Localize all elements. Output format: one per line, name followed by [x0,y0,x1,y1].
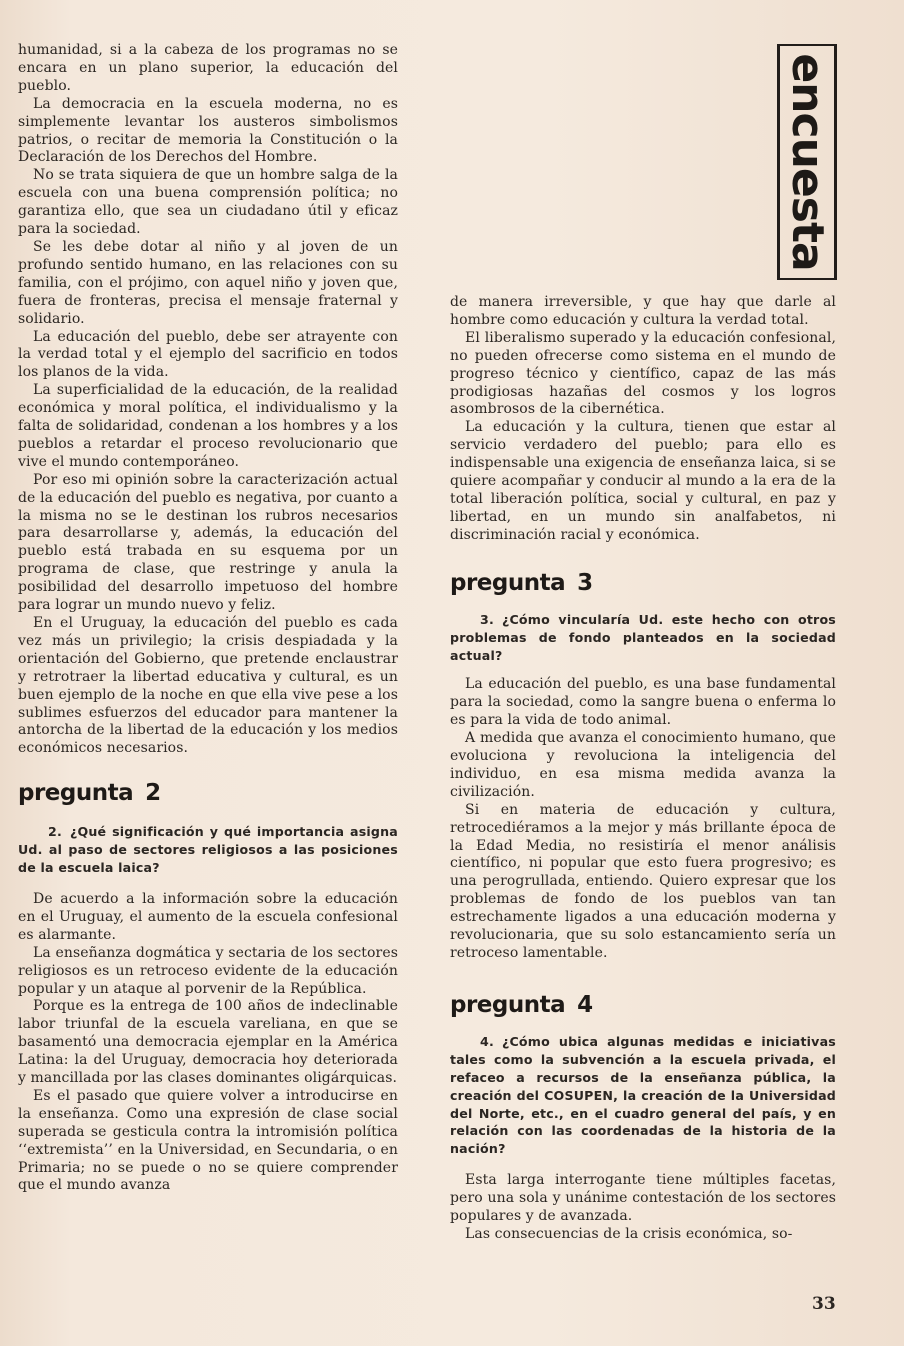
question-4-heading [450,991,836,1019]
heading-number: 3 [577,569,593,596]
paragraph: A medida que avanza el conocimiento humano, que evoluciona y revoluciona la inteligencia del individuo, en esa misma medida avanza la civilización. [450,730,836,800]
question-body: ¿Qué significación y qué importancia asigna Ud. al paso de sectores religiosos a las posiciones de la escuela laica? [18,824,398,876]
paragraph: La democracia en la escuela moderna, no es simplemente levantar los austeros simbolismos patrios, o recitar de memoria la Constitución o la Declaración de los Derechos del Hombre. [18,95,398,166]
left-column [18,42,398,1195]
paragraph: Se les debe dotar al niño y al joven de un profundo sentido humano, en las relaciones con su familia, con el prójimo, con aquel niño y joven que, fuera de fronteras, precisa el mensaje fraternal y solidario. [18,238,398,327]
paragraph: Las consecuencias de la crisis económica, so- [465,1225,793,1242]
paragraph: La educación del pueblo, debe ser atrayente con la verdad total y el ejemplo del sacrificio en todos los planos de la vida. [18,328,398,381]
paragraph: de manera irreversible, y que hay que darle al hombre como educación y cultura la verdad total. [450,294,836,328]
heading-number: 2 [145,780,161,807]
heading-word: pregunta [450,569,566,596]
question-body: ¿Cómo vincularía Ud. este hecho con otros problemas de fondo planteados en la sociedad actual? [450,611,836,663]
question-2-heading [18,779,398,807]
paragraph: Es el pasado que quiere volver a introducirse en la enseñanza. Como una expresión de clase social superada se gesticula contra la intromisión política ‘‘extremista’’ en la Universidad, en Secundaria, o en Primaria; no se puede o no se quiere comprender que el mundo avanza [18,1087,398,1194]
paragraph: En el Uruguay, la educación del pueblo es cada vez más un privilegio; la crisis despiadada y la orientación del Gobierno, que pretende enclaustrar y retrotraer la libertad educativa y cultural, es un buen ejemplo de la noche en que ella vive pese a los sublimes esfuerzos del educador para mantener la antorcha de la libertad de la educación y los medios económicos necesarios. [18,615,398,757]
section-label-box [777,44,837,280]
paragraph: No se trata siquiera de que un hombre salga de la escuela con una buena comprensión política; no garantiza ello, que sea un ciudadano útil y eficaz para la sociedad. [18,167,398,238]
paragraph: Si en materia de educación y cultura, retrocediéramos a la mejor y más brillante época de la Edad Media, no resistiría el menor análisis científico, ni popular que esto fuera progresivo; es una perogrullada, entiendo. Quiero expresar que los problemas de fondo de los pueblos van tan estrechamente ligados a una educación moderna y revolucionaria, que su solo estancamiento sería un retroceso lamentable. [450,801,836,961]
paragraph: La enseñanza dogmática y sectaria de los sectores religiosos es un retroceso evidente de la educación popular y un ataque al porvenir de la República. [18,944,398,997]
question-number: 2. [48,824,62,840]
heading-word: pregunta [18,780,134,807]
paragraph: Esta larga interrogante tiene múltiples facetas, pero una sola y unánime contestación de los sectores populares y de avanzada. [450,1172,836,1225]
paragraph: Por eso mi opinión sobre la caracterización actual de la educación del pueblo es negativa, por cuanto a la misma no se le destinan los rubros necesarios para desarrollarse y, además, la educación del pueblo está trabada en su esquema por un programa de clase, que restringe y anula la posibilidad del desarrollo impetuoso del hombre para lograr un mundo nuevo y feliz. [18,471,398,614]
right-column [450,294,836,1244]
question-4-text [450,1033,836,1158]
paragraph: La educación del pueblo, es una base fundamental para la sociedad, como la sangre buena o enferma lo es para la vida de todo animal. [450,676,836,729]
question-2-text [18,823,398,877]
page-number: 33 [812,1294,836,1314]
question-body: ¿Cómo ubica algunas medidas e iniciativas tales como la subvención a la escuela privada, el refaceo a recursos de la enseñanza pública, la creación del COSUPEN, la creación de la Universidad del Norte, etc., en el cuadro general del país, y en relación con las coordenadas de la historia de la nación? [450,1033,836,1157]
question-3-text [450,611,836,665]
heading-number: 4 [577,991,593,1018]
paragraph: La educación y la cultura, tienen que estar al servicio verdadero del pueblo; para ello es indispensable una exigencia de enseñanza laica, si se quiere acompañar y conducir al mundo a la era de la total liberación política, social y cultural, en paz y libertad, en un mundo sin analfabetos, ni discriminación racial y económica. [450,419,836,543]
question-number: 4. [480,1033,494,1049]
question-number: 3. [480,611,494,627]
paragraph: humanidad, si a la cabeza de los programas no se encara en un plano superior, la educación del pueblo. [18,42,398,94]
heading-word: pregunta [450,991,566,1018]
paragraph: El liberalismo superado y la educación confesional, no pueden ofrecerse como sistema en el mundo de progreso técnico y científico, capaz de las más prodigiosas hazañas del cosmos y los logros asombrosos de la cibernética. [450,329,836,418]
paragraph: La superficialidad de la educación, de la realidad económica y moral política, el individualismo y la falta de solidaridad, condenan a los hombres y a los pueblos a retardar el proceso revolucionario que vive el mundo contemporáneo. [18,382,398,470]
paragraph: Porque es la entrega de 100 años de indeclinable labor triunfal de la escuela vareliana, en que se basamentó una democracia ejemplar en la América Latina: la del Uruguay, democracia hoy deteriorada y mancillada por las clases dominantes oligárquicas. [18,998,398,1087]
question-3-heading [450,569,836,597]
section-label: encuesta [782,53,833,271]
paragraph: De acuerdo a la información sobre la educación en el Uruguay, el aumento de la escuela confesional es alarmante. [18,890,398,943]
